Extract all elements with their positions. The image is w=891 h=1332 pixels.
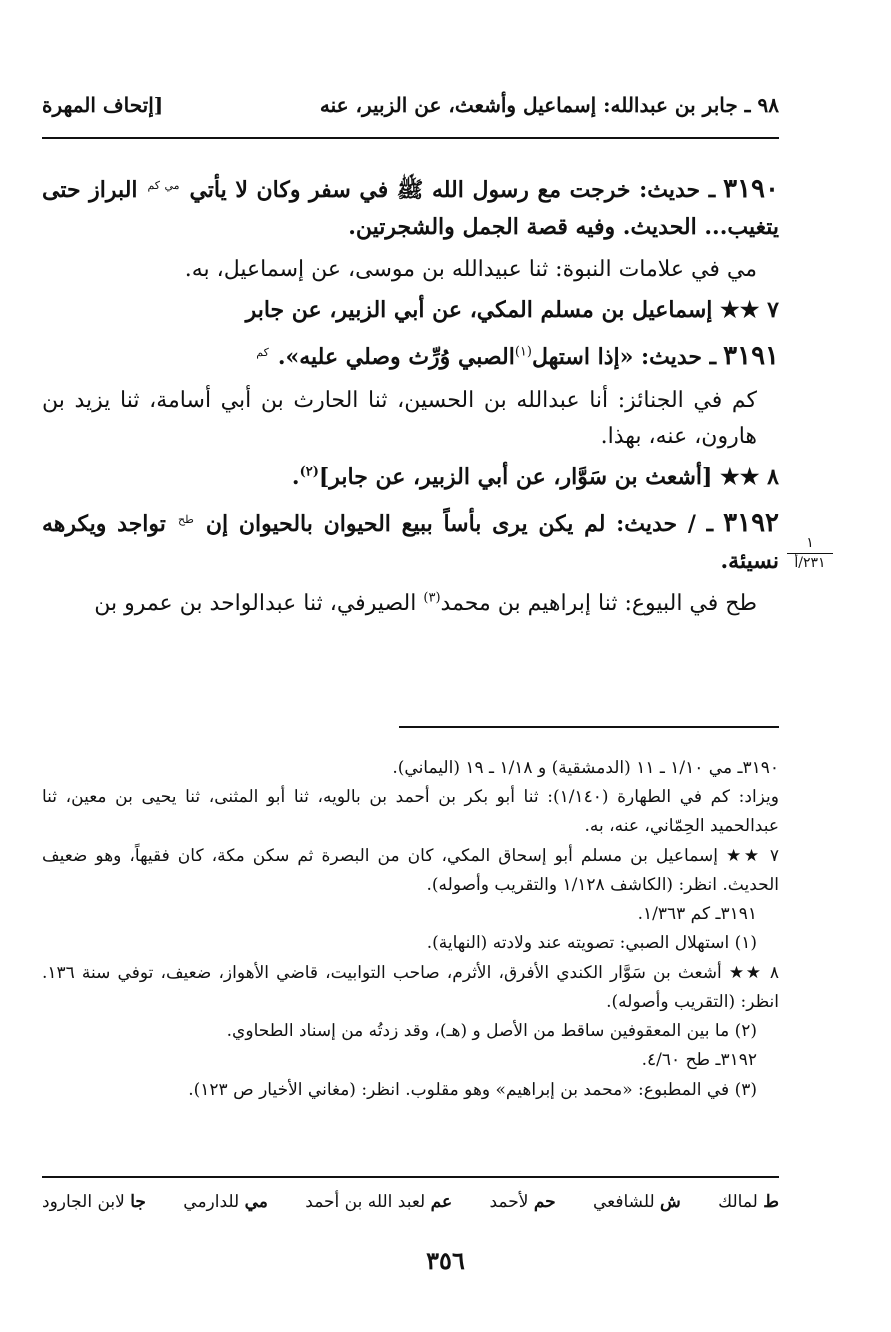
footnote-1: (١) استهلال الصبي: تصويته عند ولادته (النهاية).: [426, 933, 757, 954]
isnad-3191: كم في الجنائز: أنا عبدالله بن الحسين، ثنا الحارث بن أبي أسامة، ثنا يزيد بن هارون، عنه، بهذا.: [42, 388, 757, 449]
isnad-3190: مي في علامات النبوة: ثنا عبيدالله بن موسى، عن إسماعيل، به.: [184, 256, 757, 282]
footnotes: [42, 754, 779, 1105]
footnote-ref-3: (٣): [423, 590, 441, 606]
abbr-item: جا لابن الجارود: [42, 1192, 146, 1212]
abbr-item: عم لعبد الله بن أحمد: [305, 1192, 453, 1212]
hadith-text-cont: الصبي وُرِّث وصلي عليه».: [277, 343, 515, 370]
footnote-3192: ٣١٩٢ـ طح ٤/٦٠.: [641, 1050, 757, 1071]
narrator-heading-8: ٨ ★★ [أشعث بن سَوَّار، عن أبي الزبير، عن جابر]$^{(٢)}$.: [291, 464, 779, 491]
footnote-rule: [399, 726, 779, 728]
page-number: ٣٥٦: [426, 1246, 465, 1275]
hadith-3191: [42, 335, 779, 377]
abbr-item: ط لمالك: [718, 1192, 779, 1212]
hadith-text: ـ حديث: «إذا استهل: [531, 343, 717, 370]
hadith-number: ٣١٩١: [723, 340, 779, 371]
header-chapter-title: ٩٨ ـ جابر بن عبدالله: إسماعيل وأشعث، عن الزبير، عنه: [319, 93, 779, 117]
footnote-2: (٢) ما بين المعقوفين ساقط من الأصل و (هـ)، وقد زدتُه من إسناد الطحاوي.: [226, 1021, 757, 1042]
main-text: [42, 168, 779, 627]
isnad-3192: [42, 586, 779, 622]
hadith-3190: [42, 168, 779, 246]
hadith-number: ٣١٩٠: [723, 174, 779, 204]
running-header: [42, 88, 779, 122]
manuscript-folio-note: [787, 536, 833, 570]
source-mark: طح: [177, 512, 194, 526]
header-rule: [42, 137, 779, 139]
footnote-ref-2: (٢): [299, 465, 319, 481]
abbr-item: حم لأحمد: [489, 1192, 556, 1212]
abbr-item: ش للشافعي: [592, 1192, 681, 1212]
abbr-item: مي للدارمي: [183, 1192, 268, 1212]
hadith-text-cont: البراز حتى يتغيب... الحديث. وفيه قصة الجمل والشجرتين.: [42, 177, 779, 241]
footnote-3: (٣) في المطبوع: «محمد بن إبراهيم» وهو مقلوب. انظر: (مغاني الأخيار ص ١٢٣).: [188, 1079, 757, 1100]
abbreviations-legend: [42, 1192, 779, 1212]
folio-divider: [787, 553, 833, 554]
narrator-heading-7: ٧ ★★ إسماعيل بن مسلم المكي، عن أبي الزبير، عن جابر: [245, 297, 779, 324]
isnad-text: طح في البيوع: ثنا إبراهيم بن محمد: [440, 590, 757, 616]
abbreviations-rule: [42, 1176, 779, 1178]
folio-number: ١: [806, 535, 814, 551]
source-mark: مي كم: [147, 178, 180, 192]
narrator-heading-text: ٨ ★★ [أشعث بن سَوَّار، عن أبي الزبير، عن جابر]: [318, 464, 779, 491]
folio-ref: ٢٣١/أ: [794, 554, 826, 571]
footnote-narrator-8: ٨ ★★ أشعث بن سَوَّار الكندي الأفرق، الأثرم، صاحب التوابيت، قاضي الأهواز، ضعيف، توفي سنة ١٣٦. انظر: (التقريب وأصوله).: [42, 962, 779, 1012]
hadith-text-cont: تواجد ويكرهه نسيئة.: [42, 510, 779, 575]
hadith-text: ـ / حديث: لم يكن يرى بأساً ببيع الحيوان بالحيوان إن: [205, 510, 714, 537]
hadith-text: ـ حديث: خرجت مع رسول الله ﷺ في سفر وكان لا يأتي: [189, 177, 716, 203]
source-mark: كم: [256, 345, 269, 359]
isnad-text-cont: الصيرفي، ثنا عبدالواحد بن عمرو بن: [94, 590, 417, 616]
footnote-3190-extra: ويزاد: كم في الطهارة (١/١٤٠): ثنا أبو بكر بن أحمد بن بالويه، ثنا أبو المثنى، ثنا يحيى بن معين، ثنا عبدالحميد الحِمّاني، عنه، به.: [42, 787, 779, 837]
hadith-3192: [42, 502, 779, 580]
hadith-number: ٣١٩٢: [723, 507, 779, 538]
header-book-title: [إتحاف المهرة: [42, 93, 164, 117]
footnote-narrator-7: ٧ ★★ إسماعيل بن مسلم أبو إسحاق المكي، كان من البصرة ثم سكن مكة، كان فقيهاً، وهو ضعيف الحديث. انظر: (الكاشف ١/١٢٨ والتقريب وأصوله).: [42, 845, 779, 895]
footnote-3191: ٣١٩١ـ كم ١/٣٦٣.: [637, 904, 757, 925]
footnote-3190: ٣١٩٠ـ مي ١/١٠ ـ ١١ (الدمشقية) و ١/١٨ ـ ١٩ (اليماني).: [392, 758, 779, 778]
footnote-ref-1: (١): [514, 344, 532, 360]
